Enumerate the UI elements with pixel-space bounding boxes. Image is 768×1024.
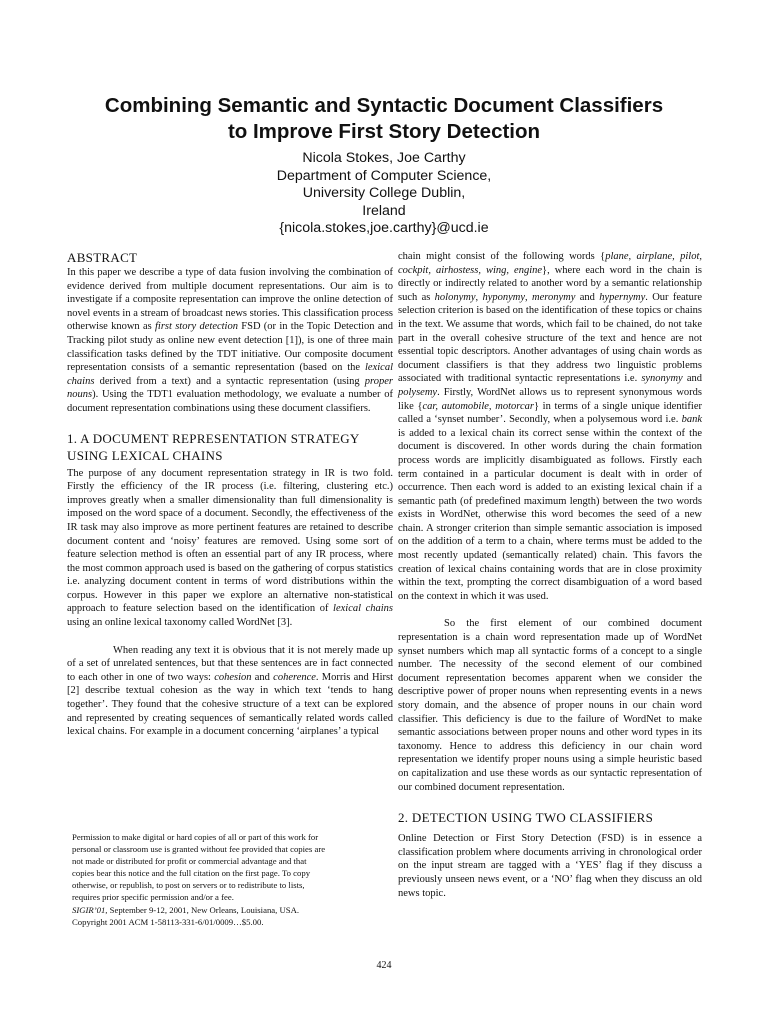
body-emphasis: hypernymy <box>599 291 646 303</box>
permission-line: requires prior specific permission and/or a fee. <box>72 892 234 903</box>
copyright-line: Copyright 2001 ACM 1-58113-331-6/01/0009…$5.00. <box>72 916 264 927</box>
abstract-text-part: derived from a text) and a syntactic representation (using <box>94 375 365 387</box>
body-text: , <box>475 291 483 303</box>
body-emphasis: lexical chains <box>333 603 393 615</box>
section-1-paragraph-1 <box>67 467 393 630</box>
body-text: When reading any text it is obvious that it is not merely made up of a set of unrelated sentences, but that these sentences are in fact connected to each other in one of two ways: <box>67 644 393 683</box>
venue-name: SIGIR’01 <box>72 904 106 915</box>
right-column <box>398 250 702 900</box>
affiliation-department: Department of Computer Science, <box>276 167 492 184</box>
affiliation-university: University College Dublin, <box>302 185 466 201</box>
permission-line: otherwise, or republish, to post on servers or to redistribute to lists, <box>72 880 305 891</box>
body-emphasis: bank <box>681 414 702 426</box>
title-line-2: to Improve First Story Detection <box>227 120 541 143</box>
body-text: } in terms of a single unique identifier called a ‘synset number’. Secondly, when a polysemous word i.e. <box>398 400 702 426</box>
body-emphasis: car, automobile, motorcar <box>422 400 534 412</box>
body-text: and <box>682 373 702 385</box>
abstract-text-part: ). Using the TDT1 evaluation methodology, we evaluate a number of document representation combinations using these document classifiers. <box>67 389 393 414</box>
section-1-paragraph-4: So the first element of our combined document representation is a chain word representation made up of WordNet synset numbers which map all syntactic forms of a concept to a single number. The necessity of the second element of our combined document representation becomes apparent when we consider the descriptive power of proper nouns when representing events in a news story domain, and the absence of proper nouns in our chain word classifier. This deficiency is due to the failure of WordNet to make semantic associations between proper nouns and other word types in its taxonomy. Hence to address this deficiency in our chain word representation we identify proper nouns using a simple heuristic based on capitalization and use these words as our syntactic representation of our combined document representation. <box>398 618 702 793</box>
body-emphasis: coherence <box>273 671 316 683</box>
body-text: . Morris and Hirst [2] describe textual cohesion as the way in which text ‘tends to hang together’. They found that the cohesive structure of a text can be explored and represented by creating sequences of semantically related words called lexical chains. For example in a document concerning ‘airplanes’ a typical <box>67 671 394 738</box>
section-1-paragraph-2 <box>67 644 393 739</box>
abstract-heading: ABSTRACT <box>67 250 138 265</box>
body-emphasis: cohesion <box>214 671 252 683</box>
permission-line: Permission to make digital or hard copies of all or part of this work for <box>72 832 319 842</box>
abstract-emphasis: first story detection <box>155 321 238 333</box>
body-text: using an online lexical taxonomy called WordNet [3]. <box>67 617 293 629</box>
affiliation-country: Ireland <box>362 202 406 219</box>
title-line-1: Combining Semantic and Syntactic Document Classifiers <box>104 94 664 117</box>
body-emphasis: polysemy <box>398 386 438 398</box>
section-2-heading: 2. DETECTION USING TWO CLASSIFIERS <box>398 810 654 826</box>
abstract-text <box>67 266 393 416</box>
permission-line: not made or distributed for profit or commercial advantage and that <box>72 856 307 867</box>
body-text: The purpose of any document representation strategy in IR is two fold. Firstly the efficiency of the IR process (i.e. filtering, clustering etc.) improves greatly when a smaller dimensionality than full dimensionality is imposed on the word space of a document. Secondly, the effectiveness of the IR task may also improve as more pertinent features are retained to describe document content and ‘noisy’ features are removed. Using some sort of feature selection method is often an essential part of any IR process, where the most common approach used is based on the gathering of corpus statistics i.e. analyzing document content in terms of word distributions within the corpus. However in this paper we explore an alternative non-statistical approach to feature selection based on the identification of <box>67 467 394 615</box>
section-2-paragraph-1: Online Detection or First Story Detection (FSD) is in essence a classification problem where documents arriving in chronological order on the input stream are tagged with a ‘YES’ flag if they discuss a previously unseen news event, or a ‘NO’ flag when they discuss an old news topic. <box>398 833 702 899</box>
venue-line <box>72 904 372 916</box>
body-text: }, where each word in the chain is directly or indirectly related to another word by a semantic relationship such as <box>398 264 702 303</box>
body-text: . Our feature selection criterion is based on the identification of these topics or chains in the text. We assume that words, which fail to be chained, do not take part in the overall cohesive structure of the text and hence are not essential topic descriptors. Another advantages of using chain words as document classifiers is that they address two linguistic problems associated with traditional syntactic representations i.e. <box>398 291 703 385</box>
page-number: 424 <box>376 960 392 971</box>
section-1-heading: 1. A DOCUMENT REPRESENTATION STRATEGY USING LEXICAL CHAINS <box>67 430 360 463</box>
author-block <box>40 150 728 238</box>
author-names: Nicola Stokes, Joe Carthy <box>302 150 466 166</box>
body-emphasis: hyponymy <box>482 291 526 303</box>
author-emails: {nicola.stokes,joe.carthy}@ucd.ie <box>279 220 489 236</box>
permission-line: personal or classroom use is granted without fee provided that copies are <box>72 844 326 855</box>
abstract-text-part: FSD (or in the Topic Detection and Tracking pilot study as online new event detection [1]), is one of three main classification tasks defined by the TDT initiative. Our composite document representation consists of a semantic representation (based on the <box>67 321 393 374</box>
abstract-text-part: In this paper we describe a type of data fusion involving the combination of evidence derived from multiple document representations. Our aim is to investigate if a composite representation can improve the online detection of novel events in a stream of broadcast news stories. This classification process otherwise known as <box>67 267 393 333</box>
venue-details: , September 9-12, 2001, New Orleans, Louisiana, USA. <box>105 904 300 915</box>
left-column <box>67 250 393 739</box>
body-text: , <box>525 291 533 303</box>
copyright-footnote <box>72 831 372 928</box>
body-text: chain might consist of the following words { <box>398 251 606 262</box>
abstract-emphasis: lexical chains <box>67 362 393 387</box>
body-emphasis: plane, airplane, pilot, cockpit, airhostess, wing, engine <box>398 251 702 276</box>
body-text: and <box>251 671 274 683</box>
body-text: and <box>575 291 600 303</box>
section-1-paragraph-3 <box>398 250 702 603</box>
body-emphasis: meronymy <box>532 291 576 303</box>
permission-line: copies bear this notice and the full citation on the first page. To copy <box>72 868 311 879</box>
body-emphasis: synonymy <box>641 373 683 385</box>
abstract-emphasis: proper nouns <box>67 375 393 401</box>
body-emphasis: holonymy <box>434 291 476 303</box>
paper-title <box>40 93 728 145</box>
body-text: is added to a lexical chain its correct sense within the context of the document is discovered. In other words during the chain formation process words are implicitly disambiguated as follows. Firstly each term contained in a particular document is dealt with in order of occurrence. Then each word is added to an existing lexical chain if a semantic path (of predefined maximum length) between the two words exists in WordNet, otherwise this word becomes the seed of a new chain. A stronger criterion than simple semantic association is imposed on the addition of a term to a chain, where terms must be added to the most recently updated (semantically related) chain. This favors the creation of lexical chains containing words that are in close proximity within the text, prompting the correct disambiguation of a word based on the context in which it was used. <box>398 427 702 602</box>
body-text: . Firstly, WordNet allows us to represent synonymous words like { <box>398 386 702 412</box>
